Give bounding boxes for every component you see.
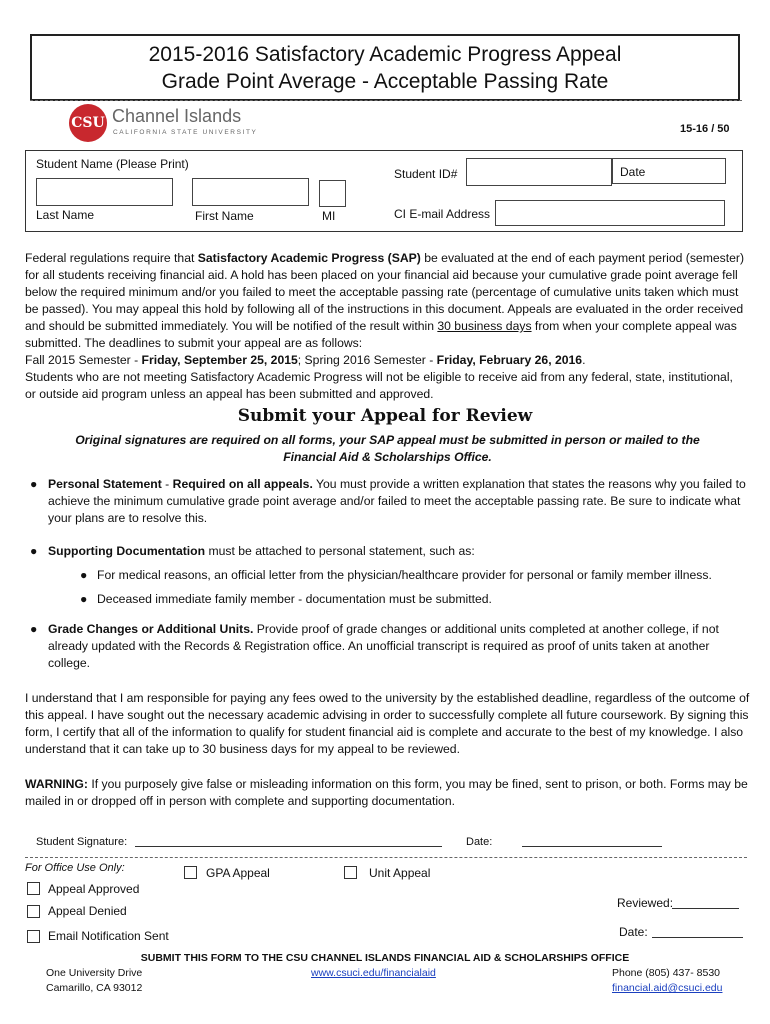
business-days: 30 business days	[437, 319, 532, 333]
last-name-input[interactable]	[36, 178, 173, 206]
signature-label: Student Signature:	[36, 836, 128, 848]
bullet-icon: ●	[30, 477, 38, 491]
email-input[interactable]	[495, 200, 725, 226]
email-label: CI E-mail Address	[394, 207, 491, 221]
bullet-icon: ●	[30, 622, 38, 636]
appeal-approved-checkbox[interactable]	[27, 882, 40, 895]
form-code: 15-16 / 50	[680, 123, 730, 135]
intro-text-3: from when your complete appeal was submitted. The deadlines to submit your appeal are as follows:	[25, 319, 737, 350]
footer-address-1: One University Drive	[46, 967, 143, 979]
sap-term: Satisfactory Academic Progress (SAP)	[197, 251, 421, 265]
office-divider	[25, 857, 747, 858]
intro-paragraph	[25, 250, 747, 403]
unit-appeal-label: Unit Appeal	[369, 866, 431, 880]
warning-paragraph	[25, 776, 750, 810]
reviewed-label: Reviewed:	[617, 896, 674, 910]
email-sent-checkbox[interactable]	[27, 930, 40, 943]
deadline-period: .	[582, 353, 586, 367]
grade-changes-item	[48, 621, 748, 672]
spring-label: ; Spring 2016 Semester -	[297, 353, 437, 367]
student-id-input[interactable]	[466, 158, 612, 186]
gpa-appeal-label: GPA Appeal	[206, 866, 270, 880]
reviewed-line[interactable]	[672, 908, 739, 909]
form-title	[30, 34, 740, 101]
warning-label: WARNING:	[25, 777, 88, 791]
office-date-label: Date:	[619, 925, 648, 939]
footer-phone: Phone (805) 437- 8530	[612, 967, 720, 979]
title-line-2: Grade Point Average - Acceptable Passing Rate	[161, 70, 609, 93]
date-label: Date	[620, 165, 646, 179]
bullet-icon: ●	[80, 568, 88, 582]
appeal-denied-label: Appeal Denied	[48, 904, 127, 918]
bullet-heading: Grade Changes or Additional Units.	[48, 622, 254, 636]
bullet-text: must be attached to personal statement, such as:	[205, 544, 475, 558]
signature-date-line[interactable]	[522, 846, 662, 847]
unit-appeal-checkbox[interactable]	[344, 866, 357, 879]
financial-aid-email-link[interactable]: financial.aid@csuci.edu	[612, 982, 723, 994]
bullet-heading: Supporting Documentation	[48, 544, 206, 558]
financial-aid-link[interactable]: www.csuci.edu/financialaid	[311, 967, 436, 979]
title-line-1: 2015-2016 Satisfactory Academic Progress Appeal	[148, 43, 622, 66]
student-name-label: Student Name (Please Print)	[36, 157, 189, 171]
first-name-input[interactable]	[192, 178, 309, 206]
certification-paragraph: I understand that I am responsible for paying any fees owed to the university by the established deadline, regardless of the outcome of this appeal. I have sought out the necessary academic advising in order to successfully complete all future coursework. By signing this form, I certify that all of the information to qualify for student financial aid is complete and accurate to the best of my knowledge. I also understand that it can take up to 30 business days for my appeal to be reviewed.	[25, 691, 750, 756]
bullet-heading: Personal Statement	[48, 477, 162, 491]
submit-heading: Submit your Appeal for Review	[237, 406, 533, 426]
bullet-dash: -	[161, 477, 173, 491]
intro-eligibility: Students who are not meeting Satisfactory Academic Progress will not be eligible to receive aid from any federal, state, institutional, or outside aid program unless an appeal has been submitted and approved.	[25, 370, 733, 401]
appeal-approved-label: Appeal Approved	[48, 882, 140, 896]
spring-deadline: Friday, February 26, 2016	[436, 353, 583, 367]
fall-deadline: Friday, September 25, 2015	[141, 353, 298, 367]
csu-logo-icon: CSU	[69, 104, 107, 142]
office-use-label: For Office Use Only:	[25, 862, 125, 874]
warning-text: If you purposely give false or misleading information on this form, you may be fined, sent to prison, or both. Forms may be mailed in or dropped off in person with complete and supporting documentation.	[25, 777, 748, 808]
intro-text-2: be evaluated at the end of each payment period (semester) for all students receiving financial aid. A hold has been placed on your financial aid because your cumulative grade point average fell below the required minimum and/or you failed to meet the acceptable passing rate (percentage of cumulative units taken which must be passed). You may appeal this hold by following all of the instructions in this document. Appeals are evaluated in the order received and should be submitted immediately. You will be notified of the result within	[25, 251, 745, 333]
bullet-icon: ●	[30, 544, 38, 558]
email-sent-label: Email Notification Sent	[48, 929, 169, 943]
intro-text: Federal regulations require that	[25, 251, 198, 265]
supporting-docs-item	[48, 543, 748, 560]
first-name-label: First Name	[195, 209, 254, 223]
submit-note: Original signatures are required on all forms, your SAP appeal must be submitted in person or mailed to the Financial Aid & Scholarships Office.	[75, 433, 700, 464]
bullet-icon: ●	[80, 592, 88, 606]
bullet-required: Required on all appeals.	[172, 477, 313, 491]
footer-submit-line: SUBMIT THIS FORM TO THE CSU CHANNEL ISLANDS FINANCIAL AID & SCHOLARSHIPS OFFICE	[140, 952, 630, 964]
appeal-denied-checkbox[interactable]	[27, 905, 40, 918]
bullet-text: You must provide a written explanation that states the reasons why you failed to achieve the minimum cumulative grade point average and/or failed to meet the acceptable passing rate. Be sure to indicate what your plans are to resolve this.	[48, 477, 746, 525]
deceased-family-item: Deceased immediate family member - documentation must be submitted.	[97, 592, 492, 606]
bullet-text: Provide proof of grade changes or additional units completed at another college, if not already updated with the Records & Registration office. An unofficial transcript is required as proof of units taken at another college.	[48, 622, 719, 670]
student-id-label: Student ID#	[394, 167, 458, 181]
fall-label: Fall 2015 Semester -	[25, 353, 142, 367]
mi-input[interactable]	[319, 180, 346, 207]
personal-statement-item	[48, 476, 748, 527]
office-date-line[interactable]	[652, 937, 743, 938]
logo-name: Channel Islands	[112, 106, 242, 126]
logo-subtitle: CALIFORNIA STATE UNIVERSITY	[113, 129, 258, 136]
medical-reasons-item: For medical reasons, an official letter from the physician/healthcare provider for personal or family member illness.	[97, 568, 712, 582]
footer-address-2: Camarillo, CA 93012	[46, 982, 143, 994]
last-name-label: Last Name	[36, 208, 95, 222]
title-divider	[30, 100, 742, 101]
signature-line[interactable]	[135, 846, 442, 847]
gpa-appeal-checkbox[interactable]	[184, 866, 197, 879]
signature-date-label: Date:	[466, 836, 493, 848]
mi-label: MI	[322, 209, 336, 223]
